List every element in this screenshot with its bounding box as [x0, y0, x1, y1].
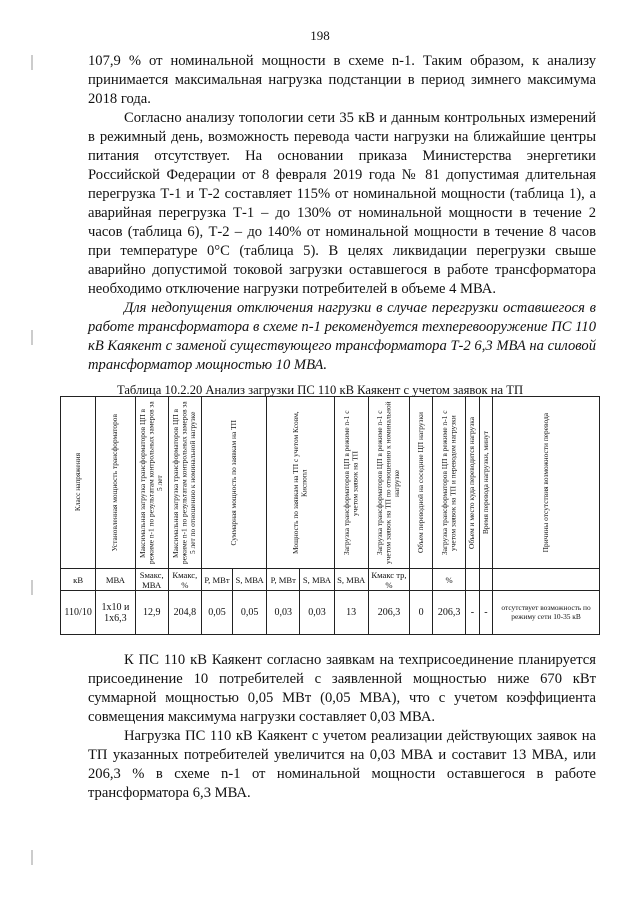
- value-cell: 204,8: [168, 591, 201, 635]
- unit-cell: МВА: [96, 569, 135, 591]
- unit-cell: [479, 569, 492, 591]
- unit-cell: [493, 569, 600, 591]
- header-cell: Установленная мощность трансформаторов: [96, 397, 135, 569]
- unit-cell: [466, 569, 479, 591]
- header-cell: Класс напряжения: [61, 397, 96, 569]
- value-cell: 0: [410, 591, 433, 635]
- value-cell: 0,03: [267, 591, 300, 635]
- table-caption: Таблица 10.2.20 Анализ загрузки ПС 110 кВ Каякент с учетом заявок на ТП: [116, 383, 524, 397]
- value-cell: 110/10: [61, 591, 96, 635]
- header-cell: Загрузка трансформаторов ЦП в режиме n-1 с учетом заявок на ТП и переводом нагрузки: [433, 397, 466, 569]
- value-cell: 206,3: [433, 591, 466, 635]
- unit-cell: Кмакс тр, %: [368, 569, 409, 591]
- unit-cell: S, МВА: [300, 569, 334, 591]
- unit-cell: P, МВт: [201, 569, 232, 591]
- value-cell: -: [466, 591, 479, 635]
- value-cell: 1x10 и 1x6,3: [96, 591, 135, 635]
- header-cell: Максимальная загрузка трансформаторов ЦП в режиме n-1 по результатам контрольных замеров за 5 лет по отношению к номинальной нагрузке: [168, 397, 201, 569]
- header-cell: Загрузка трансформаторов ЦП в режиме n-1 с учетом заявок на ТП: [334, 397, 368, 569]
- value-cell: 206,3: [368, 591, 409, 635]
- header-cell: Время перевода нагрузки, минут: [479, 397, 492, 569]
- header-cell: Мощность по заявкам на ТП с учетом Ксовм, Киспопл: [267, 397, 334, 569]
- unit-cell: кВ: [61, 569, 96, 591]
- header-cell: Загрузка трансформаторов ЦП в режиме n-1 с учетом заявок на ТП по отношению к номинальной нагрузке: [368, 397, 409, 569]
- value-cell: 0,05: [233, 591, 267, 635]
- header-cell: Причины отсутствия возможности перевода: [493, 397, 600, 569]
- value-cell: 0,03: [300, 591, 334, 635]
- paragraph-1: 107,9 % от номинальной мощности в схеме n-1. Таким образом, к анализу принимается максимальная нагрузка подстанции в период зимнего максимума 2018 года.: [88, 53, 596, 107]
- header-row: [61, 397, 600, 569]
- unit-cell: Кмакс, %: [168, 569, 201, 591]
- value-cell: 0,05: [201, 591, 232, 635]
- page-number: 198: [310, 28, 330, 43]
- units-row: [61, 569, 600, 591]
- header-cell: Объем и место куда переводится нагрузка: [466, 397, 479, 569]
- value-cell: -: [479, 591, 492, 635]
- value-cell: 13: [334, 591, 368, 635]
- paragraph-2: Согласно анализу топологии сети 35 кВ и данным контрольных измерений в режимный день, возможность перевода части нагрузки на ближайшие центры питания отсутствует. На основании приказа Министерства энергетики Российской Федерации от 8 февраля 2019 года № 81 допустимая длительная перегрузка Т-1 и Т-2 составляет 115% от номинальной мощности (таблица 1), а аварийная перегрузка Т-1 – до 130% от номинальной мощности в течение 2 часов (таблица 6), Т-2 – до 140% от номинальной мощности в течение 8 часов при температуре 0°С (таблица 5). В целях ликвидации перегрузки свыше аварийно допустимой токовой загрузки оставшегося в работе трансформатора необходимо отключение нагрузки потребителей в объеме 4 МВА.: [88, 110, 596, 297]
- unit-cell: [410, 569, 433, 591]
- value-cell: отсутствует возможность по режиму сети 10-35 кВ: [493, 591, 600, 635]
- header-cell: Максимальная загрузка трансформаторов ЦП в режиме n-1 по результатам контрольных замеров за 5 лет: [135, 397, 168, 569]
- paragraph-4: К ПС 110 кВ Каякент согласно заявкам на техприсоединение планируется присоединение 10 потребителей с заявленной мощностью ниже 670 кВт суммарной мощностью 0,05 МВт (0,05 МВА), что с учетом коэффициента совмещения максимума нагрузки составляет 0,03 МВА.: [88, 652, 596, 725]
- load-analysis-table: [60, 396, 600, 635]
- value-cell: 12,9: [135, 591, 168, 635]
- table-row: [61, 591, 600, 635]
- unit-cell: S, МВА: [233, 569, 267, 591]
- header-cell: Суммарная мощность по заявкам на ТП: [201, 397, 266, 569]
- header-cell: Объем переводной на соседние ЦП нагрузки: [410, 397, 433, 569]
- unit-cell: %: [433, 569, 466, 591]
- paragraph-5: Нагрузка ПС 110 кВ Каякент с учетом реализации действующих заявок на ТП указанных потребителей увеличится на 0,03 МВА и составит 13 МВА, или 206,3 % в схеме n-1 от номинальной мощности оставшегося в работе трансформатора 6,3 МВА.: [88, 728, 596, 801]
- paragraph-3-italic: Для недопущения отключения нагрузки в случае перегрузки оставшегося в работе трансформатора в схеме n-1 рекомендуется техперевооружение ПС 110 кВ Каякент с заменой существующего трансформатора Т-2 6,3 МВА на силовой трансформатор мощностью 10 МВА.: [88, 300, 596, 373]
- unit-cell: Sмакс, МВА: [135, 569, 168, 591]
- unit-cell: P, МВт: [267, 569, 300, 591]
- unit-cell: S, МВА: [334, 569, 368, 591]
